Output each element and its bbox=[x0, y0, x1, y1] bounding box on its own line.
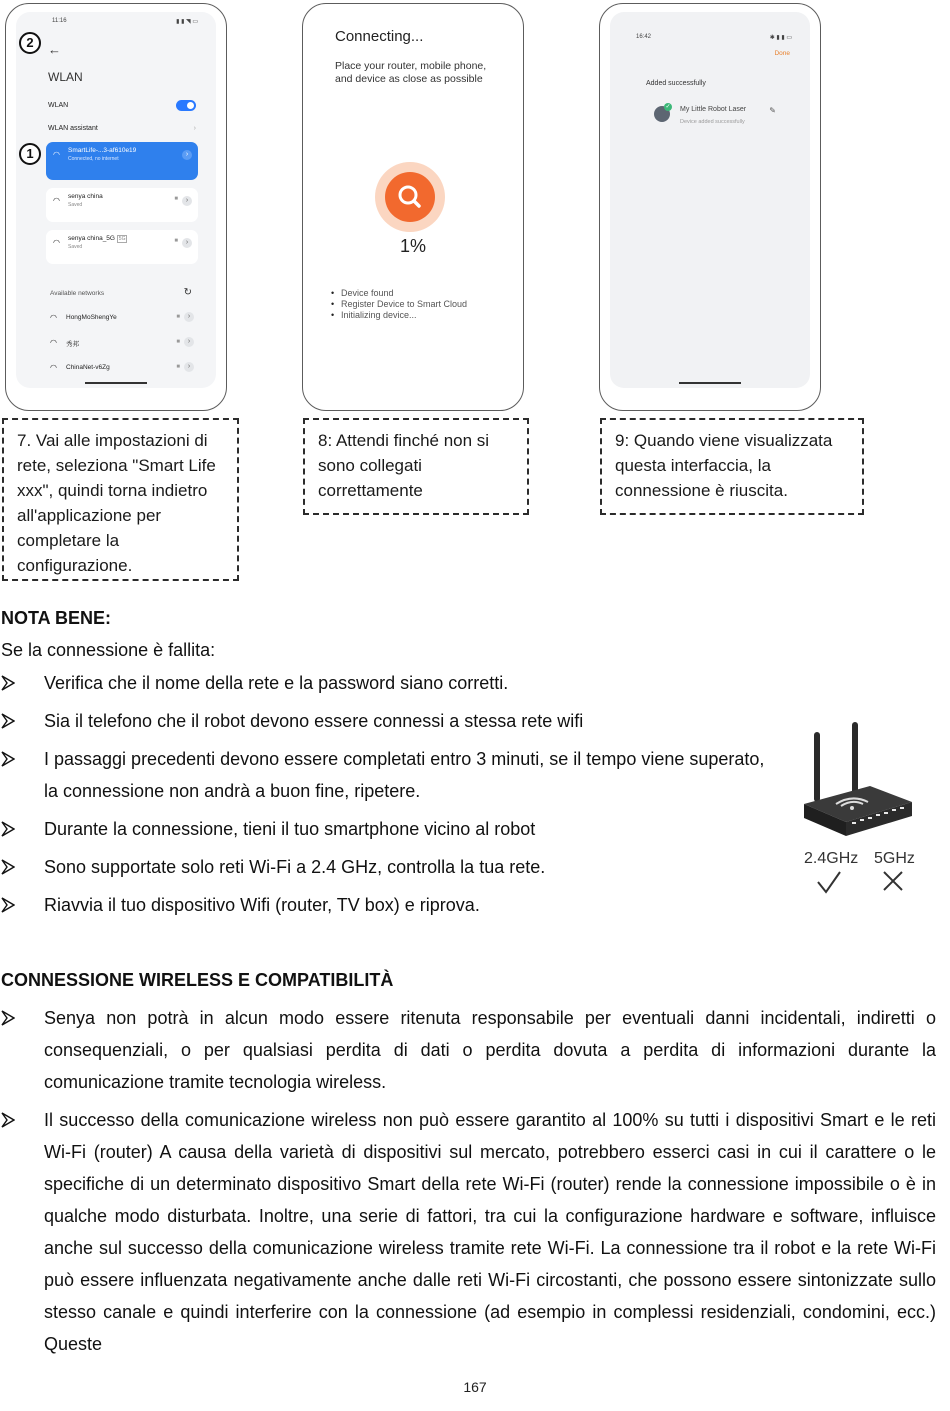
caption-step-8: 8: Attendi finché non si sono collegati correttamente bbox=[303, 418, 529, 515]
nota-bullet-text: I passaggi precedenti devono essere completati entro 3 minuti, se il tempo viene superato, la connessione non andrà a buon fine, ripetere. bbox=[44, 749, 765, 801]
band-label-5ghz: 5GHz bbox=[874, 850, 915, 867]
arrow-bullet-icon bbox=[1, 743, 21, 767]
page-number: 167 bbox=[463, 1379, 487, 1395]
nota-bullet-text: Sono supportate solo reti Wi-Fi a 2.4 GHz, controlla la tua rete. bbox=[44, 857, 546, 877]
network-status: Saved bbox=[68, 244, 83, 250]
band-badge: 5G bbox=[118, 236, 126, 242]
back-arrow-icon[interactable]: ← bbox=[48, 42, 61, 57]
arrow-bullet-icon bbox=[1, 705, 21, 729]
phone-screen bbox=[610, 12, 810, 388]
caption-step-9: 9: Quando viene visualizzata questa interfaccia, la connessione è riuscita. bbox=[600, 418, 864, 515]
network-item-senya-china[interactable] bbox=[46, 188, 198, 222]
wifi-icon: ◠ bbox=[50, 338, 57, 347]
connection-step: • Register Device to Smart Cloud bbox=[341, 299, 467, 310]
home-indicator bbox=[382, 382, 444, 384]
step-marker-2: 2 bbox=[19, 32, 41, 54]
arrow-bullet-icon bbox=[1, 889, 21, 913]
network-name: ChinaNet-v6Zg bbox=[66, 364, 110, 371]
done-button[interactable]: Done bbox=[774, 50, 790, 57]
caption-step-7: 7. Vai alle impostazioni di rete, seleziona "Smart Life xxx", quindi torna indietro all'applicazione per completare la configurazione. bbox=[2, 418, 239, 581]
phone-success-screenshot bbox=[599, 3, 821, 411]
connection-step: • Initializing device... bbox=[341, 310, 467, 321]
wlan-title: WLAN bbox=[48, 70, 83, 84]
connection-step: • Device found bbox=[341, 288, 467, 299]
network-status: Connected, no internet bbox=[68, 156, 119, 162]
nota-bullet bbox=[1, 743, 771, 807]
connection-steps bbox=[341, 288, 467, 321]
device-description: Device added successfully bbox=[680, 119, 745, 125]
nota-bullet bbox=[1, 889, 771, 921]
network-item-senya-china-5g[interactable] bbox=[46, 230, 198, 264]
status-bar bbox=[52, 18, 198, 25]
network-status: Saved bbox=[68, 202, 83, 208]
wlan-label: WLAN bbox=[48, 102, 69, 109]
nota-bullet bbox=[1, 667, 771, 699]
chevron-right-icon: › bbox=[193, 125, 196, 132]
chevron-right-icon: › bbox=[184, 362, 194, 372]
network-name: HongMoShengYe bbox=[66, 314, 117, 321]
progress-circle bbox=[375, 162, 445, 232]
available-network-item[interactable] bbox=[50, 314, 194, 321]
wireless-heading: CONNESSIONE WIRELESS E COMPATIBILITÀ bbox=[1, 970, 394, 990]
wifi-icon: ◠ bbox=[53, 150, 60, 159]
lock-icon: ■ bbox=[176, 314, 180, 320]
network-name: senya china_5G bbox=[68, 235, 115, 242]
nota-intro: Se la connessione è fallita: bbox=[1, 640, 216, 660]
lock-icon: ■ bbox=[174, 238, 178, 244]
lock-icon: ■ bbox=[176, 339, 180, 345]
nota-bullet bbox=[1, 813, 771, 845]
chevron-right-icon: › bbox=[184, 337, 194, 347]
chevron-right-icon: › bbox=[184, 312, 194, 322]
wireless-bullet bbox=[1, 1002, 938, 1098]
wlan-toggle-row[interactable] bbox=[48, 100, 196, 111]
chevron-right-icon: › bbox=[182, 238, 192, 248]
wlan-assistant-row[interactable] bbox=[48, 125, 196, 132]
phone-screen bbox=[16, 12, 216, 388]
wifi-icon: ◠ bbox=[53, 238, 60, 247]
arrow-bullet-icon bbox=[1, 1104, 21, 1128]
wifi-icon: ◠ bbox=[50, 313, 57, 322]
network-item-smartlife[interactable] bbox=[46, 142, 198, 180]
added-successfully-label: Added successfully bbox=[646, 80, 706, 87]
network-name: senya china bbox=[68, 193, 103, 200]
arrow-bullet-icon bbox=[1, 813, 21, 837]
available-network-item[interactable] bbox=[50, 339, 194, 348]
edit-pencil-icon[interactable]: ✎ bbox=[769, 106, 776, 115]
arrow-bullet-icon bbox=[1, 667, 21, 691]
phone-screen bbox=[313, 12, 513, 388]
status-time: 16:42 bbox=[636, 34, 652, 40]
progress-percent: 1% bbox=[399, 236, 426, 256]
wireless-bullet-text: Il successo della comunicazione wireless non può essere garantito al 100% su tutti i dispositivi Smart e le reti Wi-Fi (router) A causa della varietà di dispositivi sul mercato, potrebbero esserci casi in cui il carattere o le specifiche di un determinato dispositivo Smart della rete Wi-Fi (router) rende la connessione impossibile o è in qualche modo disturbata. Inoltre, una serie di fattori, tra cui la configurazione hardware e software, influisce anche sul successo della comunicazione wireless tramite rete Wi-Fi. La connessione tra il robot e la rete Wi-Fi può essere influenzata negativamente anche dalle reti Wi-Fi circostanti, che possono essere sintonizzate sullo stesso canale e quindi interferire con la connessione (ad esempio in complessi residenziali, condomini, ecc.) Queste bbox=[44, 1110, 936, 1354]
available-network-item[interactable] bbox=[50, 364, 194, 371]
nota-bullet-text: Durante la connessione, tieni il tuo smartphone vicino al robot bbox=[44, 819, 536, 839]
wlan-assistant-label: WLAN assistant bbox=[48, 125, 98, 132]
connecting-subtitle: Place your router, mobile phone, and device as close as possible bbox=[335, 60, 487, 85]
wifi-icon: ◠ bbox=[53, 196, 60, 205]
status-time: 11:16 bbox=[52, 18, 67, 24]
device-name: My Little Robot Laser bbox=[680, 106, 747, 113]
wifi-icon: ◠ bbox=[50, 363, 57, 372]
band-label-2-4ghz: 2.4GHz bbox=[804, 850, 859, 867]
connecting-title: Connecting... bbox=[335, 28, 424, 45]
nota-heading: NOTA BENE: bbox=[1, 608, 111, 628]
device-card[interactable] bbox=[650, 100, 776, 130]
search-icon bbox=[385, 172, 435, 222]
wireless-bullet-text: Senya non potrà in alcun modo essere ritenuta responsabile per eventuali danni incidentali, indiretti o consequenziali, o per qualsiasi perdita di dati o perdita dovuta a perdita di informazioni durante la comunicazione tramite tecnologia wireless. bbox=[44, 1008, 936, 1092]
lock-icon: ■ bbox=[176, 364, 180, 370]
status-icons: ✱ ▮ ▮ ▭ bbox=[769, 35, 792, 41]
chevron-right-icon: › bbox=[182, 150, 192, 160]
phone-connecting-screenshot bbox=[302, 3, 524, 411]
wlan-toggle[interactable] bbox=[176, 100, 196, 111]
status-icons: ▮ ▮ ◥ ▭ bbox=[176, 19, 198, 25]
home-indicator bbox=[85, 382, 147, 384]
check-badge-icon: ✓ bbox=[665, 104, 671, 110]
refresh-icon[interactable]: ↻ bbox=[183, 287, 192, 298]
available-networks-title: Available networks bbox=[50, 290, 105, 297]
home-indicator bbox=[679, 382, 741, 384]
nota-bullet bbox=[1, 705, 771, 737]
nota-bullet-text: Sia il telefono che il robot devono essere connessi a stessa rete wifi bbox=[44, 711, 584, 731]
nota-bullet-text: Riavvia il tuo dispositivo Wifi (router, TV box) e riprova. bbox=[44, 895, 480, 915]
status-bar bbox=[636, 34, 792, 41]
nota-bullet-text: Verifica che il nome della rete e la password siano corretti. bbox=[44, 673, 509, 693]
phone-wlan-screenshot bbox=[5, 3, 227, 411]
chevron-right-icon: › bbox=[182, 196, 192, 206]
network-name: 秀邦 bbox=[66, 341, 79, 348]
wireless-bullet bbox=[1, 1104, 938, 1364]
step-marker-1: 1 bbox=[19, 143, 41, 165]
arrow-bullet-icon bbox=[1, 1002, 21, 1026]
network-name: SmartLife-...3-af610e19 bbox=[68, 147, 137, 154]
router-illustration bbox=[800, 718, 920, 904]
lock-icon: ■ bbox=[174, 196, 178, 202]
arrow-bullet-icon bbox=[1, 851, 21, 875]
nota-bullet bbox=[1, 851, 771, 883]
